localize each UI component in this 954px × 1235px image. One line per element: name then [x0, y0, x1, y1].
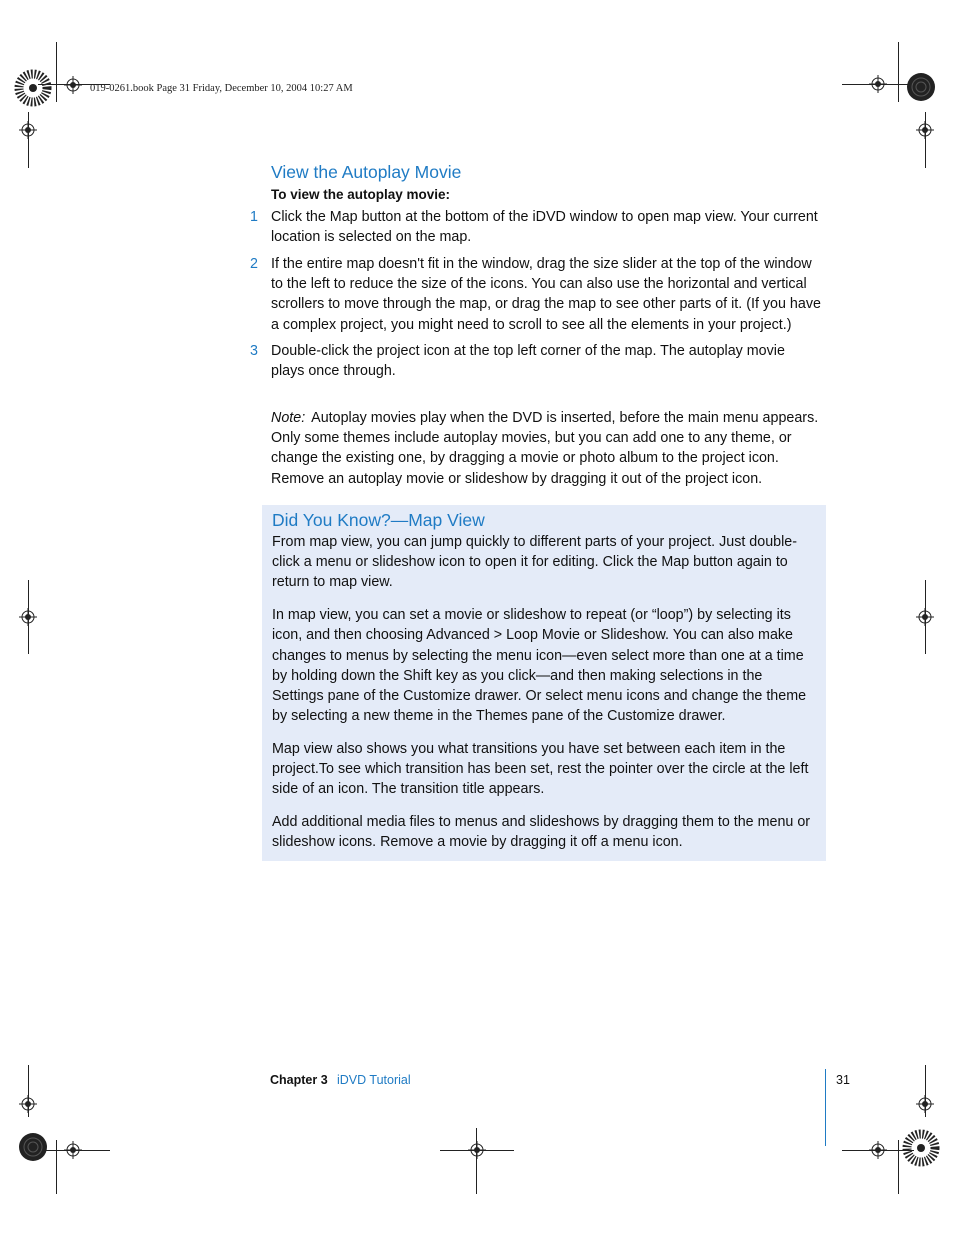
- page-number: 31: [836, 1073, 850, 1087]
- registration-mark-icon: [468, 1141, 486, 1159]
- registration-mark-icon: [916, 608, 934, 626]
- starburst-target-icon: [18, 1132, 48, 1162]
- registration-mark-icon: [19, 608, 37, 626]
- step-text: Double-click the project icon at the top left corner of the map. The autoplay movie plays once through.: [271, 343, 785, 380]
- registration-mark-icon: [916, 1095, 934, 1113]
- footer-chapter: Chapter 3: [270, 1073, 328, 1087]
- sidebar-paragraph: Add additional media files to menus and slideshows by dragging them to the menu or slideshow icons. Remove a movie by dragging it off a menu icon.: [272, 814, 811, 851]
- step-item: [250, 207, 825, 247]
- step-number: 2: [250, 255, 258, 272]
- footer-divider: [825, 1069, 826, 1146]
- section-heading: View the Autoplay Movie: [271, 162, 462, 182]
- sidebar-paragraph: Map view also shows you what transitions you have set between each item in the project.To see which transition has been set, rest the pointer over the circle at the left side of an icon. The transition title appears.: [272, 741, 809, 798]
- registration-mark-icon: [64, 1141, 82, 1159]
- starburst-target-icon: [906, 1133, 936, 1163]
- starburst-target-icon: [18, 73, 48, 103]
- step-text: Click the Map button at the bottom of the iDVD window to open map view. Your current location is selected on the map.: [271, 209, 818, 246]
- step-item: [250, 254, 825, 335]
- sidebar-paragraph: From map view, you can jump quickly to different parts of your project. Just double-click a menu or slideshow icon to open it for editing. Click the Map button again to return to map view.: [272, 534, 797, 591]
- step-text: If the entire map doesn't fit in the window, drag the size slider at the top of the window to the left to reduce the size of the icons. You can also use the horizontal and vertical scrollers to move through the map, or drag the map to see other parts of it. (If you have a complex project, you might need to scroll to see all the elements in your project.): [271, 255, 821, 333]
- registration-mark-icon: [64, 76, 82, 94]
- task-intro: To view the autoplay movie:: [271, 187, 451, 202]
- starburst-target-icon: [906, 72, 936, 102]
- registration-mark-icon: [916, 121, 934, 139]
- registration-mark-icon: [869, 1141, 887, 1159]
- sidebar-title: Did You Know?—Map View: [272, 510, 485, 530]
- note-label: Note:: [271, 410, 306, 426]
- step-number: 3: [250, 343, 258, 360]
- note: [271, 408, 826, 489]
- footer-chapter-title: iDVD Tutorial: [337, 1073, 411, 1087]
- note-text: Autoplay movies play when the DVD is inserted, before the main menu appears. Only some themes include autoplay movies, but you can add one to any theme, or change the existing one, by dragging a movie or photo album to the project icon. Remove an autoplay movie or slideshow by dragging it out of the project icon.: [271, 410, 819, 487]
- step-number: 1: [250, 209, 258, 225]
- print-header: 019-0261.book Page 31 Friday, December 10, 2004 10:27 AM: [90, 83, 353, 94]
- registration-mark-icon: [19, 121, 37, 139]
- registration-mark-icon: [869, 75, 887, 93]
- sidebar-body: [272, 532, 817, 865]
- sidebar-paragraph: In map view, you can set a movie or slideshow to repeat (or “loop”) by selecting its icon, and then choosing Advanced > Loop Movie or Slideshow. You can also make changes to menus by selecting the menu icon—even select more than one at a time by holding down the Shift key as you click—and then making selections in the Settings pane of the Customize drawer. Or select menu icons and change the theme by selecting a new theme in the Themes pane of the Customize drawer.: [272, 607, 807, 725]
- step-item: [250, 341, 825, 381]
- step-list: [250, 207, 825, 388]
- registration-mark-icon: [19, 1095, 37, 1113]
- did-you-know-sidebar: [262, 505, 826, 861]
